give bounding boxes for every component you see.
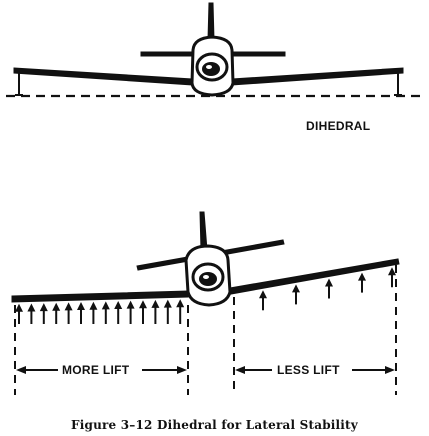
bottom-tail-fin — [200, 212, 207, 250]
more-lift-label: MORE LIFT — [62, 363, 130, 377]
less-lift-arrow — [388, 267, 396, 287]
more-lift-arrow — [127, 301, 135, 324]
bottom-airplane — [12, 212, 399, 305]
more-lift-arrow — [139, 300, 147, 324]
more-lift-arrows — [15, 299, 184, 324]
more-lift-arrow — [15, 304, 23, 324]
less-lift-arrow — [259, 290, 267, 310]
more-lift-arrow — [52, 303, 60, 324]
more-lift-arrow — [40, 303, 48, 324]
more-lift-arrow — [77, 302, 85, 324]
more-lift-arrow — [89, 302, 97, 324]
bottom-left-wing — [12, 291, 188, 302]
less-lift-arrow — [292, 284, 300, 304]
more-lift-arrow — [27, 303, 35, 324]
less-lift-label: LESS LIFT — [277, 363, 340, 377]
bottom-spinner — [199, 272, 217, 286]
more-lift-arrow — [102, 301, 110, 324]
less-lift-arrow — [325, 279, 333, 299]
more-lift-arrow — [114, 301, 122, 324]
top-spinner — [202, 62, 220, 76]
top-airplane — [14, 3, 403, 95]
more-lift-arrow — [176, 299, 184, 324]
more-lift-arrow — [164, 300, 172, 324]
top-right-wing — [232, 68, 403, 85]
figure-caption: Figure 3–12 Dihedral for Lateral Stability — [71, 418, 358, 432]
top-tail-fin — [208, 3, 214, 40]
more-lift-arrow — [151, 300, 159, 324]
more-lift-arrow — [65, 302, 73, 324]
bottom-right-wing — [230, 259, 399, 294]
dihedral-label: DIHEDRAL — [306, 119, 371, 133]
top-left-wing — [14, 68, 192, 85]
less-lift-arrow — [358, 273, 366, 293]
